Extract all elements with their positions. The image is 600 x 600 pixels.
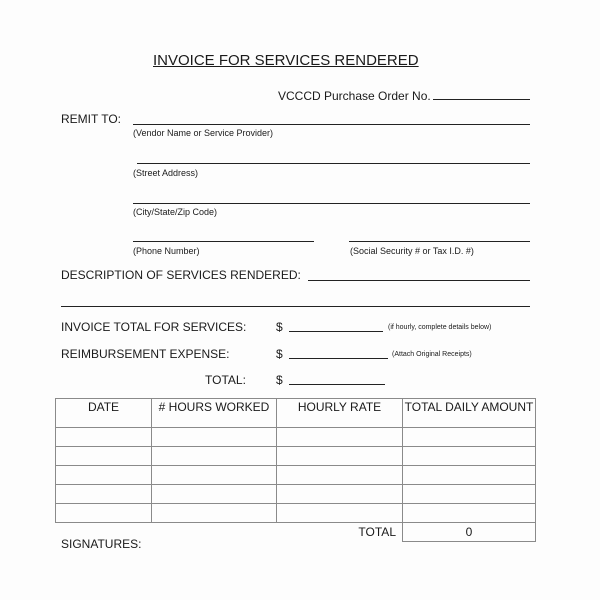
phone-number-field[interactable]	[133, 241, 314, 242]
date-cell[interactable]	[56, 504, 152, 523]
table-total-value: 0	[403, 523, 536, 542]
column-header-daily-amount: TOTAL DAILY AMOUNT	[403, 399, 536, 428]
rate-cell[interactable]	[277, 466, 403, 485]
table-total-label: TOTAL	[358, 525, 396, 540]
vendor-name-field[interactable]	[133, 124, 530, 125]
reimbursement-field[interactable]	[289, 358, 388, 359]
street-address-field[interactable]	[137, 163, 530, 164]
po-label: VCCCD Purchase Order No.	[278, 89, 431, 103]
table-row	[56, 428, 536, 447]
currency-sign: $	[276, 373, 283, 387]
po-number-field[interactable]	[433, 99, 530, 100]
table-row	[56, 504, 536, 523]
description-field-line-2[interactable]	[61, 306, 530, 307]
rate-cell[interactable]	[277, 504, 403, 523]
amount-cell[interactable]	[403, 447, 536, 466]
table-row	[56, 466, 536, 485]
amount-cell[interactable]	[403, 466, 536, 485]
amount-cell[interactable]	[403, 504, 536, 523]
total-field[interactable]	[289, 384, 385, 385]
hours-cell[interactable]	[152, 447, 277, 466]
street-caption: (Street Address)	[133, 168, 199, 178]
date-cell[interactable]	[56, 466, 152, 485]
hours-cell[interactable]	[152, 428, 277, 447]
hours-cell[interactable]	[152, 485, 277, 504]
rate-cell[interactable]	[277, 485, 403, 504]
city-state-zip-field[interactable]	[133, 203, 530, 204]
invoice-title: INVOICE FOR SERVICES RENDERED	[153, 52, 419, 69]
column-header-date: DATE	[56, 399, 152, 428]
hours-table	[55, 398, 536, 542]
table-header-row	[56, 399, 536, 428]
invoice-total-label: INVOICE TOTAL FOR SERVICES:	[61, 320, 247, 334]
table-row	[56, 485, 536, 504]
column-header-rate: HOURLY RATE	[277, 399, 403, 428]
amount-cell[interactable]	[403, 428, 536, 447]
column-header-hours: # HOURS WORKED	[152, 399, 277, 428]
invoice-total-field[interactable]	[289, 331, 383, 332]
reimbursement-label: REIMBURSEMENT EXPENSE:	[61, 347, 230, 361]
rate-cell[interactable]	[277, 447, 403, 466]
city-caption: (City/State/Zip Code)	[133, 207, 218, 217]
reimbursement-note: (Attach Original Receipts)	[392, 351, 472, 358]
hours-cell[interactable]	[152, 466, 277, 485]
description-field-line-1[interactable]	[308, 280, 530, 281]
remit-to-label: REMIT TO:	[61, 112, 122, 126]
ssn-caption: (Social Security # or Tax I.D. #)	[350, 246, 474, 256]
total-label: TOTAL:	[205, 373, 246, 387]
phone-caption: (Phone Number)	[133, 246, 200, 256]
table-row	[56, 447, 536, 466]
amount-cell[interactable]	[403, 485, 536, 504]
date-cell[interactable]	[56, 447, 152, 466]
signatures-label: SIGNATURES:	[61, 537, 142, 551]
hours-cell[interactable]	[152, 504, 277, 523]
date-cell[interactable]	[56, 428, 152, 447]
currency-sign: $	[276, 347, 283, 361]
blank-cell	[152, 523, 277, 542]
vendor-caption: (Vendor Name or Service Provider)	[133, 128, 274, 138]
currency-sign: $	[276, 320, 283, 334]
invoice-total-note: (if hourly, complete details below)	[388, 324, 492, 331]
date-cell[interactable]	[56, 485, 152, 504]
rate-cell[interactable]	[277, 428, 403, 447]
tax-id-field[interactable]	[349, 241, 530, 242]
description-label: DESCRIPTION OF SERVICES RENDERED:	[61, 268, 301, 282]
